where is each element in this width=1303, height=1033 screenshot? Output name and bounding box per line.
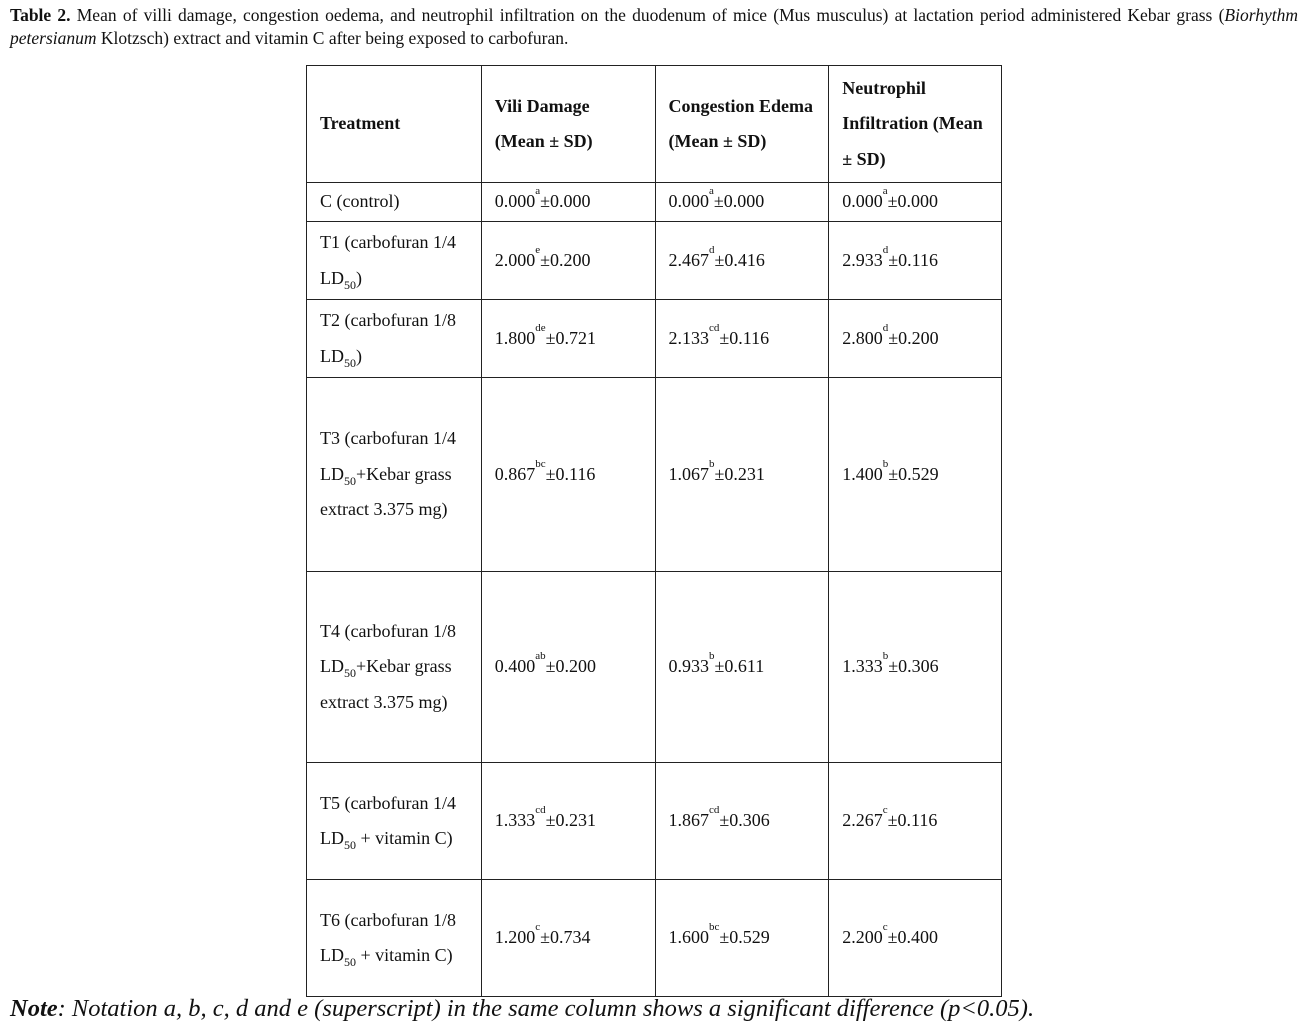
significance-letter: de [535, 321, 546, 334]
header-neutrophil-infiltration: Neutrophil Infiltration (Mean ± SD) [829, 66, 1002, 183]
treatment-cell [307, 378, 482, 572]
table-row [307, 880, 1002, 997]
mean-value: 2.800 [842, 327, 883, 348]
treatment-text: T2 (carbofuran 1/8 LD [320, 310, 456, 366]
mean-value: 2.467 [668, 249, 709, 270]
sd-value: ±0.529 [719, 927, 770, 948]
congestion-edema-cell [655, 378, 829, 572]
header-treatment: Treatment [307, 66, 482, 183]
table-row [307, 300, 1002, 378]
significance-letter: c [882, 921, 888, 934]
sd-value: ±0.000 [713, 191, 765, 212]
sd-value: ±0.116 [719, 327, 770, 348]
sd-value: ±0.721 [545, 327, 597, 348]
villi-damage-cell [481, 880, 655, 997]
congestion-edema-cell [655, 183, 829, 222]
note-label: Note [10, 995, 58, 1022]
mean-value: 0.400 [494, 656, 536, 677]
significance-letter: c [882, 804, 888, 817]
neutrophil-infiltration-cell [829, 880, 1002, 997]
caption-species: Biorhythm petersianum [10, 5, 1298, 48]
treatment-text: T6 (carbofuran 1/8 LD [320, 909, 456, 965]
significance-letter: d [882, 321, 889, 334]
treatment-subscript: 50 [344, 666, 356, 681]
treatment-text-post: ) [356, 267, 362, 288]
mean-value: 1.600 [668, 927, 709, 948]
header-villi-damage: Vili Damage (Mean ± SD) [481, 66, 655, 183]
sd-value: ±0.734 [540, 927, 591, 948]
treatment-text-post: ) [356, 345, 362, 366]
significance-letter: b [709, 650, 715, 663]
significance-letter: cd [535, 804, 546, 817]
treatment-cell [307, 763, 482, 880]
congestion-edema-cell [655, 880, 829, 997]
sd-value: ±0.231 [545, 810, 597, 831]
treatment-subscript: 50 [344, 355, 356, 370]
sd-value: ±0.529 [888, 463, 939, 484]
results-table [306, 65, 1002, 997]
treatment-text: T5 (carbofuran 1/4 LD [320, 792, 456, 848]
significance-letter: e [535, 243, 541, 256]
neutrophil-infiltration-cell [829, 763, 1002, 880]
villi-damage-cell [481, 572, 655, 763]
sd-value: ±0.306 [888, 656, 939, 677]
mean-value: 2.267 [842, 810, 883, 831]
treatment-cell [307, 222, 482, 300]
caption-label: Table 2. [10, 5, 71, 25]
congestion-edema-cell [655, 763, 829, 880]
caption-text-after: Klotzsch) extract and vitamin C after being exposed to carbofuran. [96, 28, 569, 48]
sd-value: ±0.400 [887, 927, 939, 948]
significance-letter: ab [535, 650, 546, 663]
treatment-text-post: +Kebar grass extract 3.375 mg) [320, 463, 452, 520]
treatment-subscript: 50 [344, 473, 356, 488]
villi-damage-cell [481, 183, 655, 222]
significance-letter: bc [709, 921, 720, 934]
table-row [307, 763, 1002, 880]
villi-damage-cell [481, 763, 655, 880]
sd-value: ±0.306 [719, 810, 770, 831]
treatment-subscript: 50 [344, 838, 356, 852]
villi-damage-cell [481, 300, 655, 378]
header-congestion-edema: Congestion Edema (Mean ± SD) [655, 66, 829, 183]
mean-value: 1.400 [842, 463, 883, 484]
sd-value: ±0.611 [714, 656, 765, 677]
treatment-text-post: +Kebar grass extract 3.375 mg) [320, 656, 452, 712]
sd-value: ±0.116 [888, 249, 938, 270]
sd-value: ±0.231 [714, 463, 765, 484]
mean-value: 2.200 [842, 927, 883, 948]
mean-value: 2.933 [842, 249, 883, 270]
congestion-edema-cell [655, 300, 829, 378]
congestion-edema-cell [655, 572, 829, 763]
treatment-text: T1 (carbofuran 1/4 LD [320, 232, 456, 288]
significance-letter: a [882, 185, 888, 198]
sd-value: ±0.200 [540, 249, 591, 270]
treatment-subscript: 50 [344, 277, 356, 292]
sd-value: ±0.200 [545, 656, 597, 677]
significance-letter: a [535, 185, 541, 198]
sd-value: ±0.000 [887, 191, 939, 212]
mean-value: 0.000 [494, 191, 536, 212]
note-text: : Notation a, b, c, d and e (superscript) in the same column shows a significant difference (p<0.05). [57, 995, 1035, 1022]
neutrophil-infiltration-cell [829, 183, 1002, 222]
significance-letter: d [882, 243, 889, 256]
mean-value: 1.200 [494, 927, 536, 948]
treatment-cell [307, 183, 482, 222]
significance-letter: b [882, 650, 889, 663]
neutrophil-infiltration-cell [829, 572, 1002, 763]
treatment-cell [307, 880, 482, 997]
mean-value: 1.867 [668, 810, 709, 831]
mean-value: 0.933 [668, 656, 709, 677]
table-footnote [10, 995, 1034, 1023]
significance-letter: a [709, 185, 714, 198]
congestion-edema-cell [655, 222, 829, 300]
table-row [307, 572, 1002, 763]
mean-value: 1.333 [494, 810, 536, 831]
treatment-text-post: + vitamin C) [356, 828, 453, 848]
treatment-text: T3 (carbofuran 1/4 LD [320, 428, 456, 484]
treatment-subscript: 50 [344, 955, 356, 969]
sd-value: ±0.116 [887, 810, 938, 831]
treatment-cell [307, 300, 482, 378]
treatment-cell [307, 572, 482, 763]
table-caption [10, 4, 1298, 50]
sd-value: ±0.200 [888, 327, 939, 348]
villi-damage-cell [481, 378, 655, 572]
significance-letter: cd [709, 804, 720, 817]
table-row [307, 222, 1002, 300]
significance-letter: cd [709, 321, 720, 334]
mean-value: 2.000 [494, 249, 536, 270]
table-row [307, 183, 1002, 222]
mean-value: 1.800 [494, 327, 536, 348]
neutrophil-infiltration-cell [829, 300, 1002, 378]
table-header-row [307, 66, 1002, 183]
mean-value: 0.000 [842, 191, 883, 212]
sd-value: ±0.416 [714, 249, 765, 270]
mean-value: 0.000 [668, 191, 709, 212]
significance-letter: bc [535, 457, 546, 470]
neutrophil-infiltration-cell [829, 378, 1002, 572]
sd-value: ±0.000 [540, 191, 591, 212]
villi-damage-cell [481, 222, 655, 300]
mean-value: 2.133 [668, 327, 709, 348]
mean-value: 1.333 [842, 656, 883, 677]
significance-letter: c [535, 921, 541, 934]
neutrophil-infiltration-cell [829, 222, 1002, 300]
caption-text-before: Mean of villi damage, congestion oedema, and neutrophil infiltration on the duodenum of mice (Mus musculus) at lactation period administered Kebar grass ( [70, 5, 1225, 25]
sd-value: ±0.116 [545, 463, 596, 484]
mean-value: 0.867 [494, 463, 536, 484]
significance-letter: b [882, 457, 889, 470]
treatment-text: T4 (carbofuran 1/8 LD [320, 620, 456, 677]
significance-letter: b [709, 457, 715, 470]
mean-value: 1.067 [668, 463, 709, 484]
treatment-text: C (control) [320, 191, 400, 212]
significance-letter: d [709, 243, 715, 256]
table-row [307, 378, 1002, 572]
treatment-text-post: + vitamin C) [356, 945, 453, 965]
